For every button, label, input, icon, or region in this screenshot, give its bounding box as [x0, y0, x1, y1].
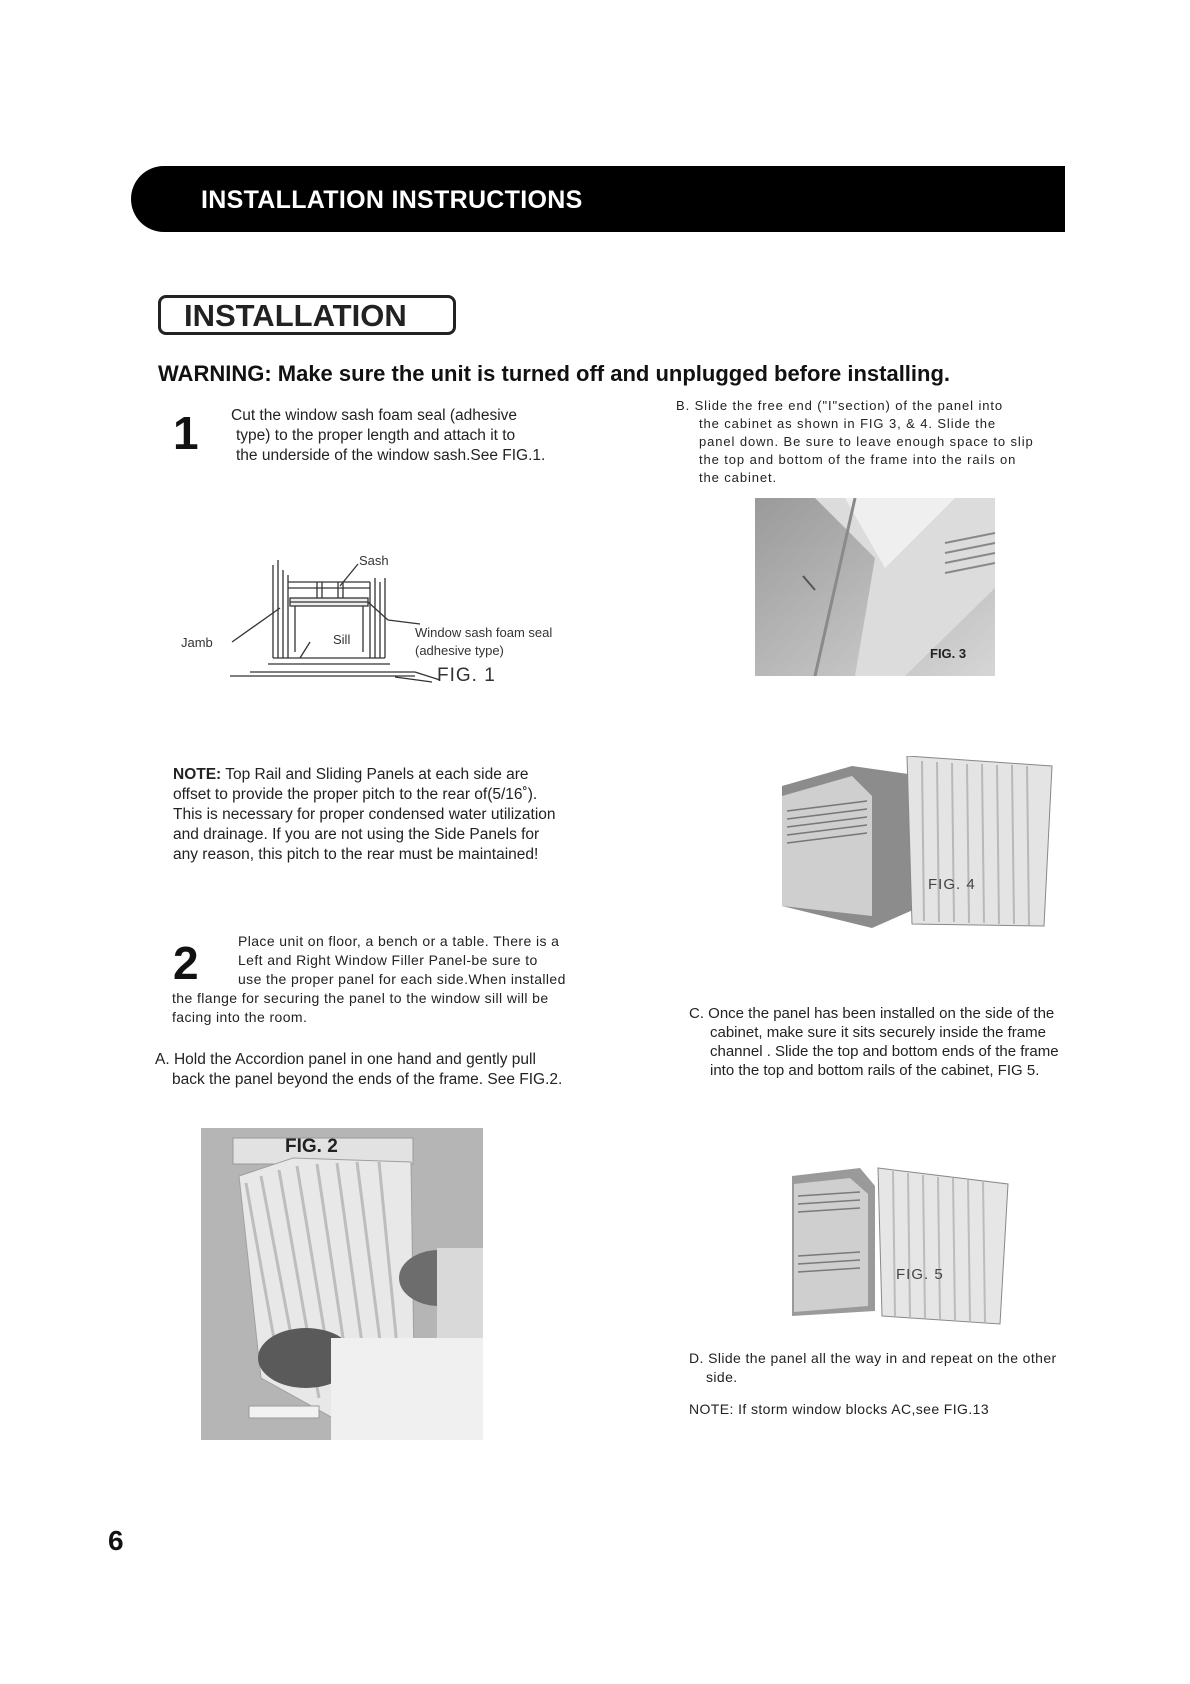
- step-1-line: Cut the window sash foam seal (adhesive: [231, 407, 518, 424]
- step-2-line: the flange for securing the panel to the window sill will be: [172, 990, 549, 1006]
- fig4-photo: [782, 756, 1057, 934]
- step-2-line: facing into the room.: [172, 1009, 308, 1025]
- step-1-number: 1: [173, 407, 199, 459]
- fig2-illustration: [201, 1128, 483, 1440]
- step-2-line: Place unit on floor, a bench or a table. There is a: [238, 933, 560, 949]
- section-title: INSTALLATION: [184, 298, 407, 333]
- note-1-line: This is necessary for proper condensed water utilization: [173, 806, 556, 823]
- fig5-illustration: [790, 1166, 1020, 1326]
- step-1-line: type) to the proper length and attach it to: [236, 427, 516, 444]
- step-b-line: the top and bottom of the frame into the rails on: [699, 452, 1017, 467]
- fig3-photo: [755, 498, 995, 676]
- fig5-caption: FIG. 5: [896, 1266, 944, 1283]
- header-title: INSTALLATION INSTRUCTIONS: [201, 186, 583, 214]
- step-b-line: panel down. Be sure to leave enough space to slip: [699, 434, 1034, 449]
- fig1-label-jamb: Jamb: [181, 635, 213, 650]
- note-2: NOTE: If storm window blocks AC,see FIG.13: [689, 1401, 989, 1417]
- fig2-caption: FIG. 2: [285, 1136, 338, 1157]
- step-a-line: A. Hold the Accordion panel in one hand and gently pull: [155, 1051, 536, 1068]
- step-2-line: use the proper panel for each side.When installed: [238, 971, 566, 987]
- fig4-caption: FIG. 4: [928, 876, 976, 893]
- fig2-photo: [201, 1128, 483, 1440]
- note-1-line: offset to provide the proper pitch to the rear of(5/16˚).: [173, 786, 538, 803]
- fig5-photo: [790, 1166, 1020, 1326]
- step-c-line: C. Once the panel has been installed on the side of the: [689, 1005, 1055, 1022]
- fig1-label-seal-type: (adhesive type): [415, 643, 504, 658]
- step-b-line: the cabinet as shown in FIG 3, & 4. Slide the: [699, 416, 997, 431]
- fig4-illustration: [782, 756, 1057, 934]
- warning-text: WARNING: Make sure the unit is turned off and unplugged before installing.: [158, 361, 951, 386]
- note-1-line: Top Rail and Sliding Panels at each side are: [221, 766, 529, 783]
- step-2-number: 2: [173, 937, 199, 989]
- step-d-line: side.: [706, 1369, 738, 1385]
- step-2-line: Left and Right Window Filler Panel-be sure to: [238, 952, 538, 968]
- step-b-line: B. Slide the free end ("I"section) of the panel into: [676, 398, 1004, 413]
- step-c-line: channel . Slide the top and bottom ends of the frame: [710, 1043, 1059, 1060]
- step-b-line: the cabinet.: [699, 470, 778, 485]
- page-number: 6: [108, 1525, 124, 1556]
- note-1-label: NOTE:: [173, 766, 222, 783]
- fig1-caption: FIG. 1: [437, 665, 496, 686]
- fig1-label-seal: Window sash foam seal: [415, 625, 553, 640]
- step-c-line: cabinet, make sure it sits securely inside the frame: [710, 1024, 1046, 1041]
- step-d-line: D. Slide the panel all the way in and repeat on the other: [689, 1350, 1057, 1366]
- step-a-line: back the panel beyond the ends of the frame. See FIG.2.: [172, 1071, 563, 1088]
- step-c-line: into the top and bottom rails of the cabinet, FIG 5.: [710, 1062, 1040, 1079]
- fig1-label-sash: Sash: [359, 553, 389, 568]
- step-1-line: the underside of the window sash.See FIG.1.: [236, 447, 546, 464]
- fig1-label-sill: Sill: [333, 632, 351, 647]
- fig3-caption: FIG. 3: [930, 646, 967, 661]
- note-1-line: and drainage. If you are not using the Side Panels for: [173, 826, 540, 843]
- note-1-line: any reason, this pitch to the rear must be maintained!: [173, 846, 539, 863]
